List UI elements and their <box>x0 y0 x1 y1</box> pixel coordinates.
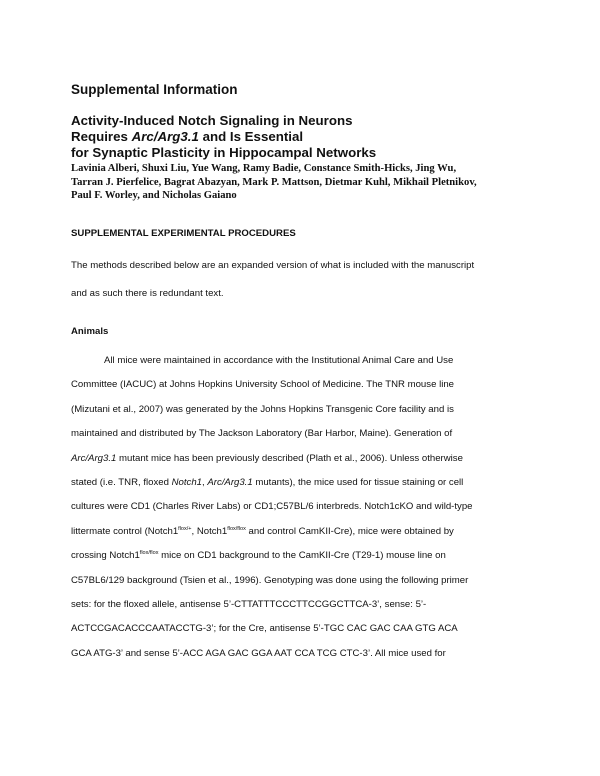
animals-line-1: All mice were maintained in accordance with the Institutional Animal Care and Use <box>104 355 454 366</box>
animals-line-13: GCA ATG-3’ and sense 5’-ACC AGA GAC GGA AAT CCA TCG CTC-3’. All mice used for <box>71 647 446 659</box>
animals-heading: Animals <box>71 326 109 337</box>
authors-line-1: Lavinia Alberi, Shuxi Liu, Yue Wang, Ramy Badie, Constance Smith-Hicks, Jing Wu, <box>71 163 457 174</box>
authors-line-3: Paul F. Worley, and Nicholas Gaiano <box>71 190 237 201</box>
gene-name-italic: Arc/Arg3.1 <box>71 452 117 464</box>
section-heading: SUPPLEMENTAL EXPERIMENTAL PROCEDURES <box>71 228 296 239</box>
title-gene-name: Arc/Arg3.1 <box>131 129 199 144</box>
supplemental-heading: Supplemental Information <box>71 82 238 97</box>
title-line-2 <box>71 129 376 145</box>
intro-line-2: and as such there is redundant text. <box>71 287 224 299</box>
title-line-2-post: and Is Essential <box>198 129 304 144</box>
animals-line-8-c: and control CamKII-Cre), mice were obtained by <box>245 525 454 537</box>
title-line-3: for Synaptic Plasticity in Hippocampal Networks <box>71 145 377 160</box>
genotype-superscript: flox/flox <box>139 550 159 557</box>
intro-line-1: The methods described below are an expanded version of what is included with the manuscript <box>71 260 475 271</box>
authors-line-2: Tarran J. Pierfelice, Bagrat Abazyan, Mark P. Mattson, Dietmar Kuhl, Mikhail Pletnikov, <box>71 176 477 188</box>
gene-name-italic: Notch1 <box>171 477 203 489</box>
animals-line-9-a: crossing Notch1 <box>71 550 140 562</box>
genotype-superscript: flox/+ <box>178 525 192 532</box>
title-line-1: Activity-Induced Notch Signaling in Neurons <box>71 113 353 128</box>
animals-line-11: sets: for the floxed allele, antisense 5’-CTTATTTCCCTTCCGGCTTCA-3’, sense: 5’- <box>71 599 427 611</box>
animals-line-9-b: mice on CD1 background to the CamKII-Cre (T29-1) mouse line on <box>158 550 446 562</box>
animals-line-3: (Mizutani et al., 2007) was generated by the Johns Hopkins Transgenic Core facility and is <box>71 403 454 415</box>
animals-line-8-b: , Notch1 <box>191 525 228 537</box>
author-list <box>71 162 477 203</box>
animals-line-6 <box>71 471 531 495</box>
animals-line-9 <box>71 544 531 568</box>
animals-line-12: ACTCCGACACCCAATACCTG-3’; for the Cre, antisense 5’-TGC CAC GAC CAA GTG ACA <box>71 623 458 635</box>
intro-paragraph <box>71 252 474 307</box>
animals-line-10: C57BL6/129 background (Tsien et al., 1996). Genotyping was done using the following primer <box>71 574 469 586</box>
animals-line-5 <box>71 447 531 471</box>
animals-line-6-a: stated (i.e. TNR, floxed <box>71 477 172 489</box>
genotype-superscript: flox/flox <box>227 525 246 532</box>
animals-line-2: Committee (IACUC) at Johns Hopkins University School of Medicine. The TNR mouse line <box>71 379 455 391</box>
animals-line-5-text: mutant mice has been previously described (Plath et al., 2006). Unless otherwise <box>116 452 463 464</box>
gene-name-italic: Arc/Arg3.1 <box>207 477 253 489</box>
animals-line-4: maintained and distributed by The Jackson Laboratory (Bar Harbor, Maine). Generation of <box>71 428 453 440</box>
animals-paragraph <box>71 349 531 666</box>
animals-line-6-c: mutants), the mice used for tissue staining or cell <box>252 477 464 489</box>
animals-line-6-b: , <box>202 477 208 489</box>
animals-line-8 <box>71 520 531 544</box>
title-line-2-pre: Requires <box>71 129 132 144</box>
paper-title <box>71 113 376 161</box>
animals-line-8-a: littermate control (Notch1 <box>71 525 179 537</box>
animals-line-7: cultures were CD1 (Charles River Labs) or CD1;C57BL/6 interbreds. Notch1cKO and wild-type <box>71 501 473 513</box>
